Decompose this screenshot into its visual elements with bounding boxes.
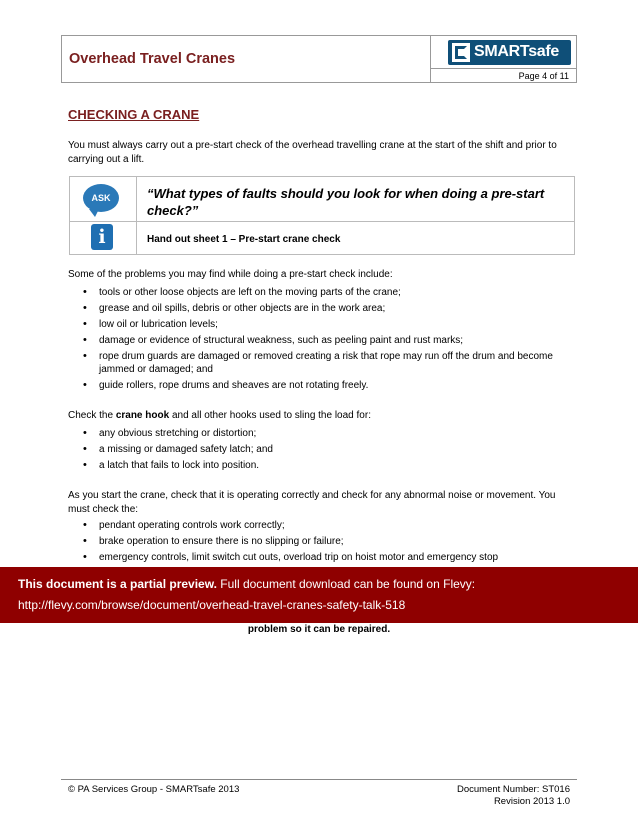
hook-intro (68, 409, 568, 423)
footer-rule (61, 779, 577, 780)
list-item: • grease and oil spills, debris or other objects are in the work area; (68, 302, 568, 315)
page-number: Page 4 of 11 (518, 71, 569, 81)
list-item: • a latch that fails to lock into position. (68, 459, 568, 472)
section-title: CHECKING A CRANE (68, 107, 200, 122)
list-item: • emergency controls, limit switch cut outs, overload trip on hoist motor and emergency stop (68, 551, 568, 564)
list-item: • brake operation to ensure there is no slipping or failure; (68, 535, 568, 548)
download-link[interactable]: http://flevy.com/browse/document/overhead-travel-cranes-safety-talk-518 (18, 598, 406, 612)
footer-copyright: © PA Services Group - SMARTsafe 2013 (68, 784, 240, 795)
list-item: • guide rollers, rope drums and sheaves are not rotating freely. (68, 379, 568, 392)
preview-notice (18, 577, 475, 591)
operation-intro: As you start the crane, check that it is operating correctly and check for any abnormal noise or movement. You must check the: (68, 490, 556, 515)
logo-text: SMARTsafe (474, 43, 560, 60)
list-item: • low oil or lubrication levels; (68, 318, 568, 331)
list-item: • a missing or damaged safety latch; and (68, 443, 568, 456)
handout-instruction: Hand out sheet 1 – Pre-start crane check (147, 234, 341, 245)
page-header (61, 35, 577, 83)
revision: Revision 2013 1.0 (493, 796, 570, 807)
document-title: Overhead Travel Cranes (69, 51, 236, 67)
list-item: • tools or other loose objects are left on the moving parts of the crane; (68, 286, 568, 299)
problems-intro: Some of the problems you may find while doing a pre-start check include: (68, 269, 393, 280)
smartsafe-logo (448, 40, 571, 65)
footer-doc-info (457, 784, 570, 808)
list-item: • damage or evidence of structural weakness, such as peeling paint and rust marks; (68, 334, 568, 347)
list-item: • any obvious stretching or distortion; (68, 427, 568, 440)
preview-notice-text: Full document download can be found on Flevy: (216, 577, 476, 591)
hook-intro-end: and all other hooks used to sling the load for: (169, 410, 371, 421)
operation-list (68, 519, 568, 567)
callout-divider (70, 221, 574, 222)
logo-mark-icon (452, 43, 470, 62)
discussion-question: “What types of faults should you look for when doing a pre-start check?” (147, 186, 545, 218)
header-divider (430, 36, 431, 82)
intro-paragraph: You must always carry out a pre-start check of the overhead travelling crane at the start of the shift and prior to carrying out a lift. (68, 140, 557, 165)
callout-divider (136, 177, 137, 254)
ask-speech-bubble-icon: ASK (83, 184, 119, 212)
callout-box (69, 176, 575, 255)
preview-notice-bold: This document is a partial preview. (18, 577, 217, 591)
hook-intro-start: Check the (68, 410, 116, 421)
tail-text: problem so it can be repaired. (247, 624, 391, 635)
info-icon: i (91, 224, 113, 250)
list-item: • pendant operating controls work correctly; (68, 519, 568, 532)
hook-intro-bold: crane hook (115, 410, 170, 421)
document-number: Document Number: ST016 (457, 784, 570, 795)
preview-banner (0, 567, 638, 623)
problems-list (68, 286, 568, 395)
hook-list (68, 427, 568, 475)
list-item: • rope drum guards are damaged or removed creating a risk that rope may run off the drum and become jammed or damaged; and (68, 350, 568, 376)
header-divider (430, 68, 576, 69)
